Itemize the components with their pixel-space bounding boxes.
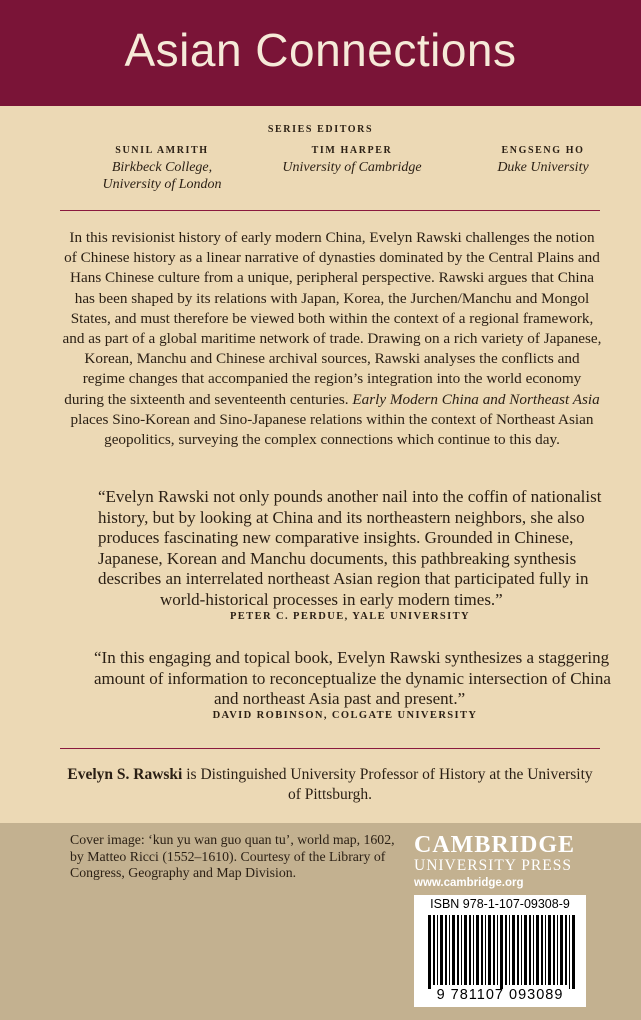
quote-attribution: DAVID ROBINSON, COLGATE UNIVERSITY (212, 710, 478, 721)
quote-line: “In this engaging and topical book, Evelyn Rawski synthesizes a staggering (94, 648, 610, 667)
quote-line: history, but by looking at China and its northeastern neighbors, she also (98, 507, 585, 527)
isbn-barcode (414, 895, 586, 1007)
barcode-digits: 9 781107 093089 (436, 987, 564, 1003)
author-name: Evelyn S. Rawski (67, 766, 183, 783)
quote-line: produces fascinating new comparative insights. Grounded in Chinese, (98, 528, 574, 547)
editor-name: TIM HARPER (311, 145, 393, 156)
cover-image-credit: Cover image: ‘kun yu wan guo quan tu’, world map, 1602, by Matteo Ricci (1552–1610). Courtesy of the Library of Congress, Geography and Map Division. (70, 832, 395, 880)
editor-tim-harper (276, 142, 428, 176)
review-quote-perdue (98, 487, 618, 610)
review-quote-robinson (94, 648, 624, 710)
quote-attribution: PETER C. PERDUE, YALE UNIVERSITY (229, 611, 471, 622)
description-text: places Sino-Korean and Sino-Japanese relations within the context of Northeast Asian geopolitics, surveying the complex connections which continue to this day. (70, 410, 594, 449)
divider-rule (60, 210, 600, 211)
quote-line: describes an interrelated northeast Asian region that participated fully in (98, 569, 589, 588)
series-title: Asian Connections (124, 24, 517, 76)
series-editors-heading: SERIES EDITORS (267, 124, 374, 135)
quote-line: world-historical processes in early modern times.” (160, 589, 503, 609)
editor-name: ENGSENG HO (501, 145, 585, 156)
book-description (62, 228, 602, 450)
description-text: In this revisionist history of early modern China, Evelyn Rawski challenges the notion of Chinese history as a linear narrative of dynasties dominated by the Central Plains and Hans Chinese culture from a unique, peripheral perspective. Rawski argues that China has been shaped by its relations with Japan, Korea, the Jurchen/Manchu and Mongol States, and must therefore be viewed both within the context of a regional framework, and as part of a global maritime network of trade. Drawing on a rich variety of Japanese, Korean, Manchu and Chinese archival sources, Rawski analyses the conflicts and regime changes that accompanied the region’s integration into the world economy during the sixteenth and seventeenth centuries. (62, 229, 602, 408)
quote-line: “Evelyn Rawski not only pounds another nail into the coffin of nationalist (98, 487, 602, 506)
series-banner (0, 0, 641, 106)
divider-rule (60, 748, 600, 749)
publisher-logo (414, 833, 584, 889)
publisher-url: www.cambridge.org (414, 877, 524, 889)
quote-line: Japanese, Korean and Manchu documents, this pathbreaking synthesis (98, 548, 577, 568)
quote-line: and northeast Asia past and present.” (214, 689, 466, 708)
editor-engseng-ho (488, 142, 598, 176)
editor-affiliation: University of Cambridge (282, 160, 422, 175)
editor-affiliation: Birkbeck College, (111, 160, 213, 175)
quote-line: amount of information to reconceptualize the dynamic intersection of China (94, 668, 611, 688)
publisher-name: CAMBRIDGE (414, 832, 576, 858)
editor-affiliation: Duke University (497, 160, 589, 175)
author-bio (60, 765, 600, 805)
isbn-label: ISBN 978-1-107-09308-9 (430, 897, 570, 911)
book-title: Early Modern China and Northeast Asia (352, 390, 600, 408)
editor-sunil-amrith (98, 142, 226, 193)
editor-affiliation: University of London (102, 177, 222, 192)
author-bio-text: is Distinguished University Professor of History at the University of Pittsburgh. (182, 766, 593, 803)
editor-name: SUNIL AMRITH (115, 145, 209, 156)
publisher-subtitle: UNIVERSITY PRESS (414, 857, 572, 874)
